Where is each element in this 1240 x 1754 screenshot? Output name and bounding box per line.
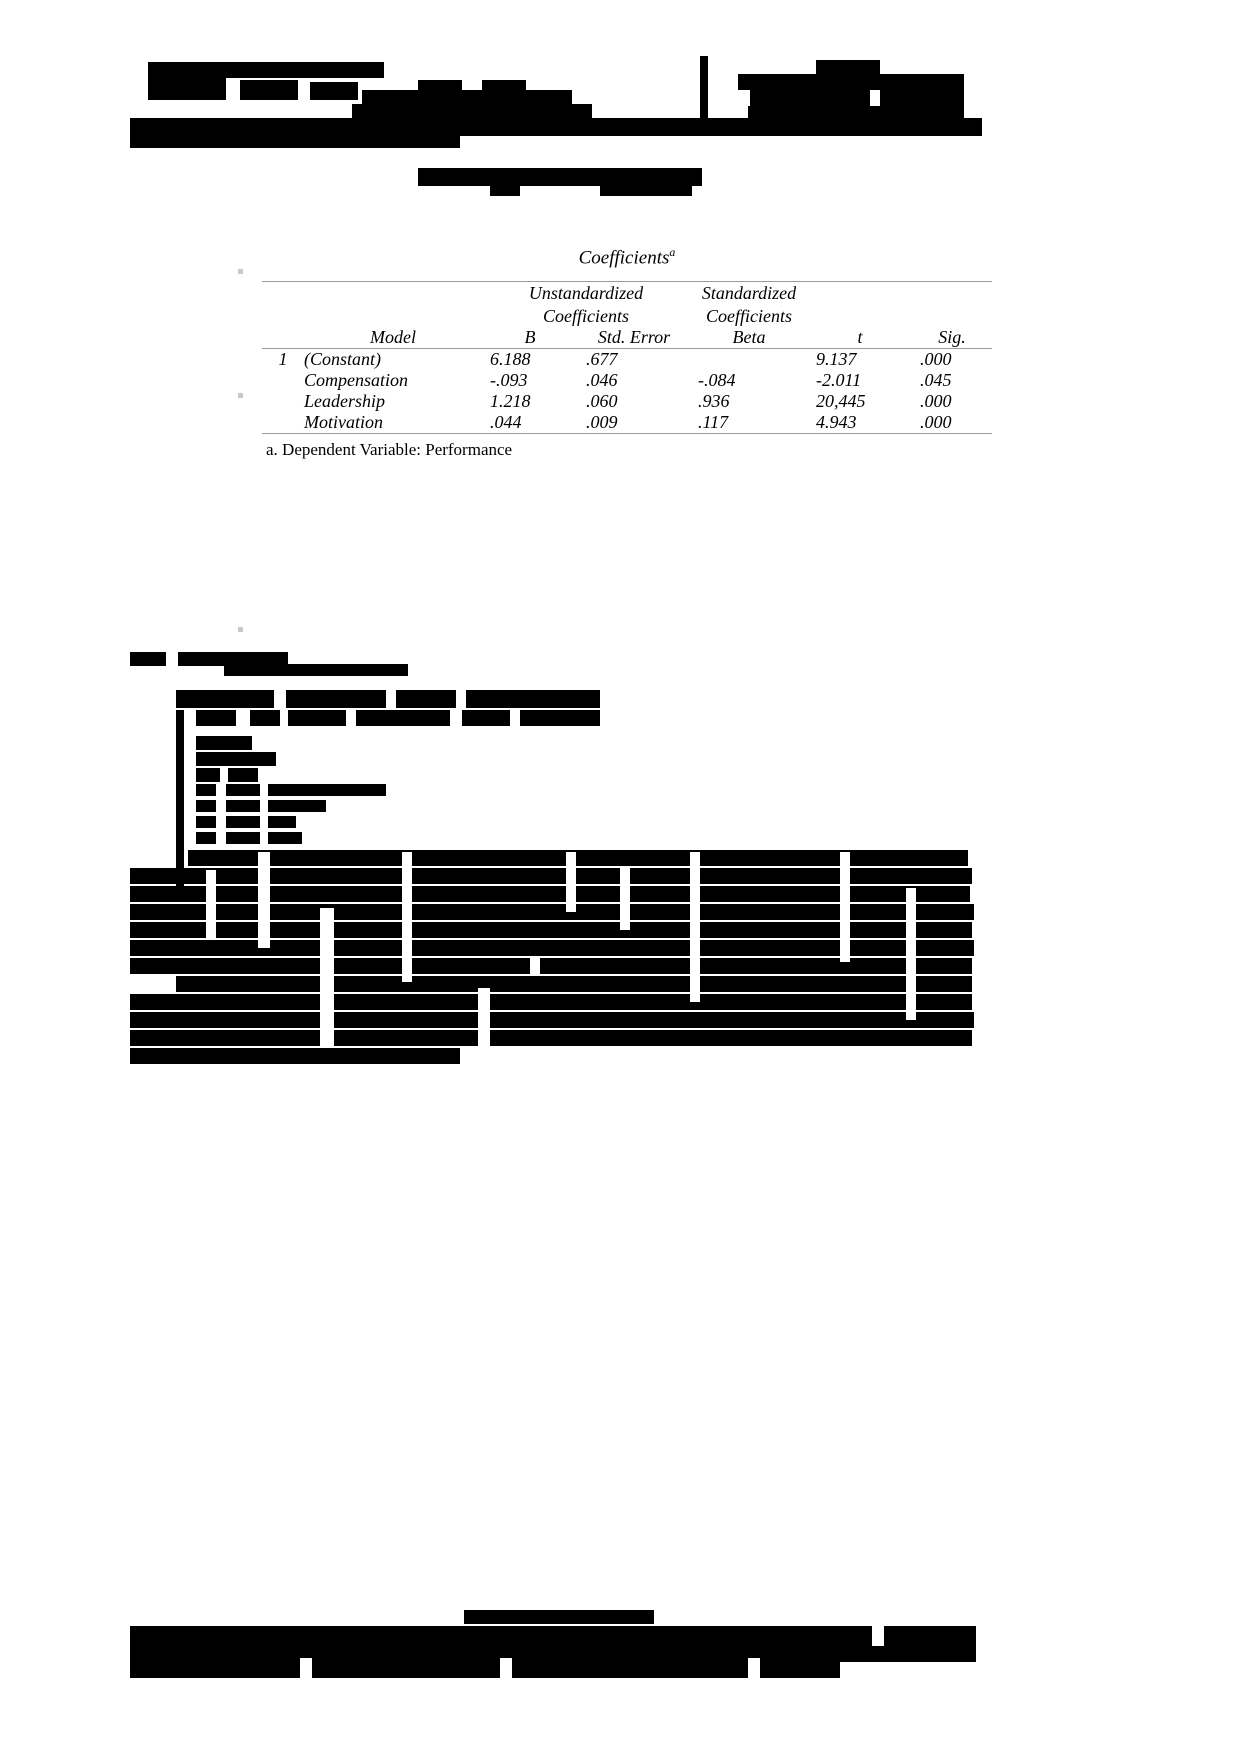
group-header-unstandardized — [482, 282, 690, 328]
redacted-line — [310, 82, 358, 100]
group-header-line2: Coefficients — [543, 305, 629, 326]
redacted-line — [288, 710, 346, 726]
table-row — [262, 412, 992, 434]
redacted-line — [816, 60, 880, 74]
cell-std-error: .046 — [586, 370, 618, 391]
redacted-line — [490, 186, 520, 196]
redacted-line — [130, 1662, 840, 1678]
redacted-line — [148, 62, 384, 78]
table-row — [262, 349, 992, 371]
redacted-line — [196, 752, 276, 766]
redacted-footer-text — [0, 1610, 1240, 1710]
cell-t: 4.943 — [816, 412, 857, 433]
rule-tick — [238, 393, 243, 398]
redacted-line — [188, 850, 968, 866]
redacted-line — [226, 784, 260, 796]
spacer-cell — [262, 282, 304, 328]
table-footnote: a. Dependent Variable: Performance — [266, 440, 513, 460]
redacted-line — [464, 1610, 654, 1624]
cell-std-error: .009 — [586, 412, 618, 433]
coefficients-table-wrapper — [262, 245, 992, 460]
redacted-word-gap — [906, 888, 916, 1020]
redacted-word-gap — [258, 852, 270, 948]
redacted-line — [250, 710, 280, 726]
redacted-line — [738, 74, 964, 90]
redacted-word-gap — [620, 868, 630, 930]
redacted-line — [148, 78, 226, 100]
redacted-caption-text — [0, 160, 1240, 200]
redacted-line — [130, 1048, 460, 1064]
column-header-b: B — [524, 327, 536, 348]
cell-t: -2.011 — [816, 370, 862, 391]
redacted-body-text — [0, 648, 1240, 1168]
redacted-word-gap — [690, 852, 700, 1002]
redacted-word-gap — [402, 852, 412, 982]
redacted-word-gap — [478, 988, 490, 1062]
redacted-line — [176, 690, 274, 708]
redacted-line — [196, 832, 216, 844]
redacted-line — [130, 136, 460, 148]
redacted-line — [196, 800, 216, 812]
cell-sig: .000 — [920, 349, 952, 370]
redacted-line — [268, 800, 326, 812]
redacted-line — [130, 652, 166, 666]
spacer-cell — [808, 282, 912, 328]
redacted-line — [466, 690, 600, 708]
redacted-line — [196, 710, 236, 726]
rule-tick — [238, 627, 243, 632]
redacted-line — [176, 710, 184, 890]
table-row — [262, 391, 992, 412]
redacted-word-gap — [566, 852, 576, 912]
coefficients-table — [262, 281, 992, 434]
redacted-line — [396, 690, 456, 708]
redacted-line — [130, 1030, 972, 1046]
column-header-t: t — [857, 327, 863, 348]
column-header-std-error: Std. Error — [597, 327, 671, 348]
redacted-line — [226, 800, 260, 812]
cell-std-error: .060 — [586, 391, 618, 412]
model-number: 1 — [278, 349, 288, 370]
row-label-motivation: Motivation — [304, 412, 383, 433]
redacted-word-gap — [206, 870, 216, 940]
group-header-line2: Coefficients — [706, 305, 792, 326]
redacted-line — [482, 80, 526, 94]
redacted-line — [268, 832, 302, 844]
cell-beta: .936 — [698, 391, 730, 412]
redacted-word-gap — [872, 1624, 884, 1646]
cell-b: .044 — [490, 412, 522, 433]
redacted-line — [268, 816, 296, 828]
column-header-model: Model — [370, 327, 416, 348]
spacer-cell — [262, 370, 304, 391]
redacted-line — [226, 816, 260, 828]
cell-b: 1.218 — [490, 391, 531, 412]
redacted-line — [130, 994, 972, 1010]
redacted-line — [418, 168, 702, 186]
redacted-line — [130, 1626, 976, 1644]
spacer-cell — [262, 327, 304, 349]
redacted-line — [352, 104, 592, 120]
redacted-line — [418, 80, 462, 94]
redacted-line — [600, 186, 692, 196]
redacted-line — [226, 832, 260, 844]
cell-t: 9.137 — [816, 349, 857, 370]
cell-sig: .000 — [920, 412, 952, 433]
redacted-line — [268, 784, 386, 796]
redacted-line — [362, 90, 572, 104]
cell-beta: .117 — [698, 412, 729, 433]
spacer-cell — [262, 412, 304, 434]
redacted-word-gap — [840, 852, 850, 962]
cell-sig: .000 — [920, 391, 952, 412]
column-header-beta: Beta — [732, 327, 766, 348]
redacted-line — [356, 710, 450, 726]
cell-beta: -.084 — [698, 370, 736, 391]
group-header-standardized — [690, 282, 808, 328]
table-column-header-row — [262, 327, 992, 349]
cell-sig: .045 — [920, 370, 952, 391]
redacted-line — [880, 90, 964, 106]
redacted-word-gap — [300, 1658, 312, 1680]
redacted-line — [286, 690, 386, 708]
column-header-sig: Sig. — [938, 327, 966, 348]
spacer-cell — [304, 282, 482, 328]
redacted-line — [176, 976, 972, 992]
cell-b: 6.188 — [490, 349, 531, 370]
redacted-line — [520, 710, 600, 726]
cell-std-error: .677 — [586, 349, 618, 370]
redacted-line — [240, 80, 298, 100]
redacted-line — [224, 664, 408, 676]
table-group-header-row — [262, 282, 992, 328]
table-title — [262, 245, 992, 269]
redacted-line — [228, 768, 258, 782]
row-label-leadership: Leadership — [304, 391, 385, 412]
cell-beta — [690, 349, 808, 371]
redacted-word-gap — [500, 1658, 512, 1680]
redacted-line — [196, 816, 216, 828]
redacted-word-gap — [748, 1658, 760, 1680]
spacer-cell — [912, 282, 992, 328]
table-row — [262, 370, 992, 391]
spacer-cell — [262, 391, 304, 412]
redacted-line — [196, 736, 252, 750]
redacted-line — [750, 90, 870, 106]
redacted-line — [130, 1012, 974, 1028]
redacted-line — [130, 1644, 976, 1662]
table-title-text: Coefficients — [578, 247, 670, 269]
row-label-constant: (Constant) — [304, 349, 382, 370]
group-header-line1: Unstandardized — [528, 283, 644, 304]
redacted-line — [196, 784, 216, 796]
rule-tick — [238, 269, 243, 274]
group-header-line1: Standardized — [701, 283, 797, 304]
redacted-line — [462, 710, 510, 726]
redacted-line — [130, 118, 982, 136]
cell-t: 20,445 — [816, 391, 866, 412]
table-title-superscript: a — [669, 245, 676, 259]
redacted-word-gap — [320, 908, 334, 1048]
cell-b: -.093 — [490, 370, 528, 391]
row-label-compensation: Compensation — [304, 370, 409, 391]
redacted-line — [196, 768, 220, 782]
